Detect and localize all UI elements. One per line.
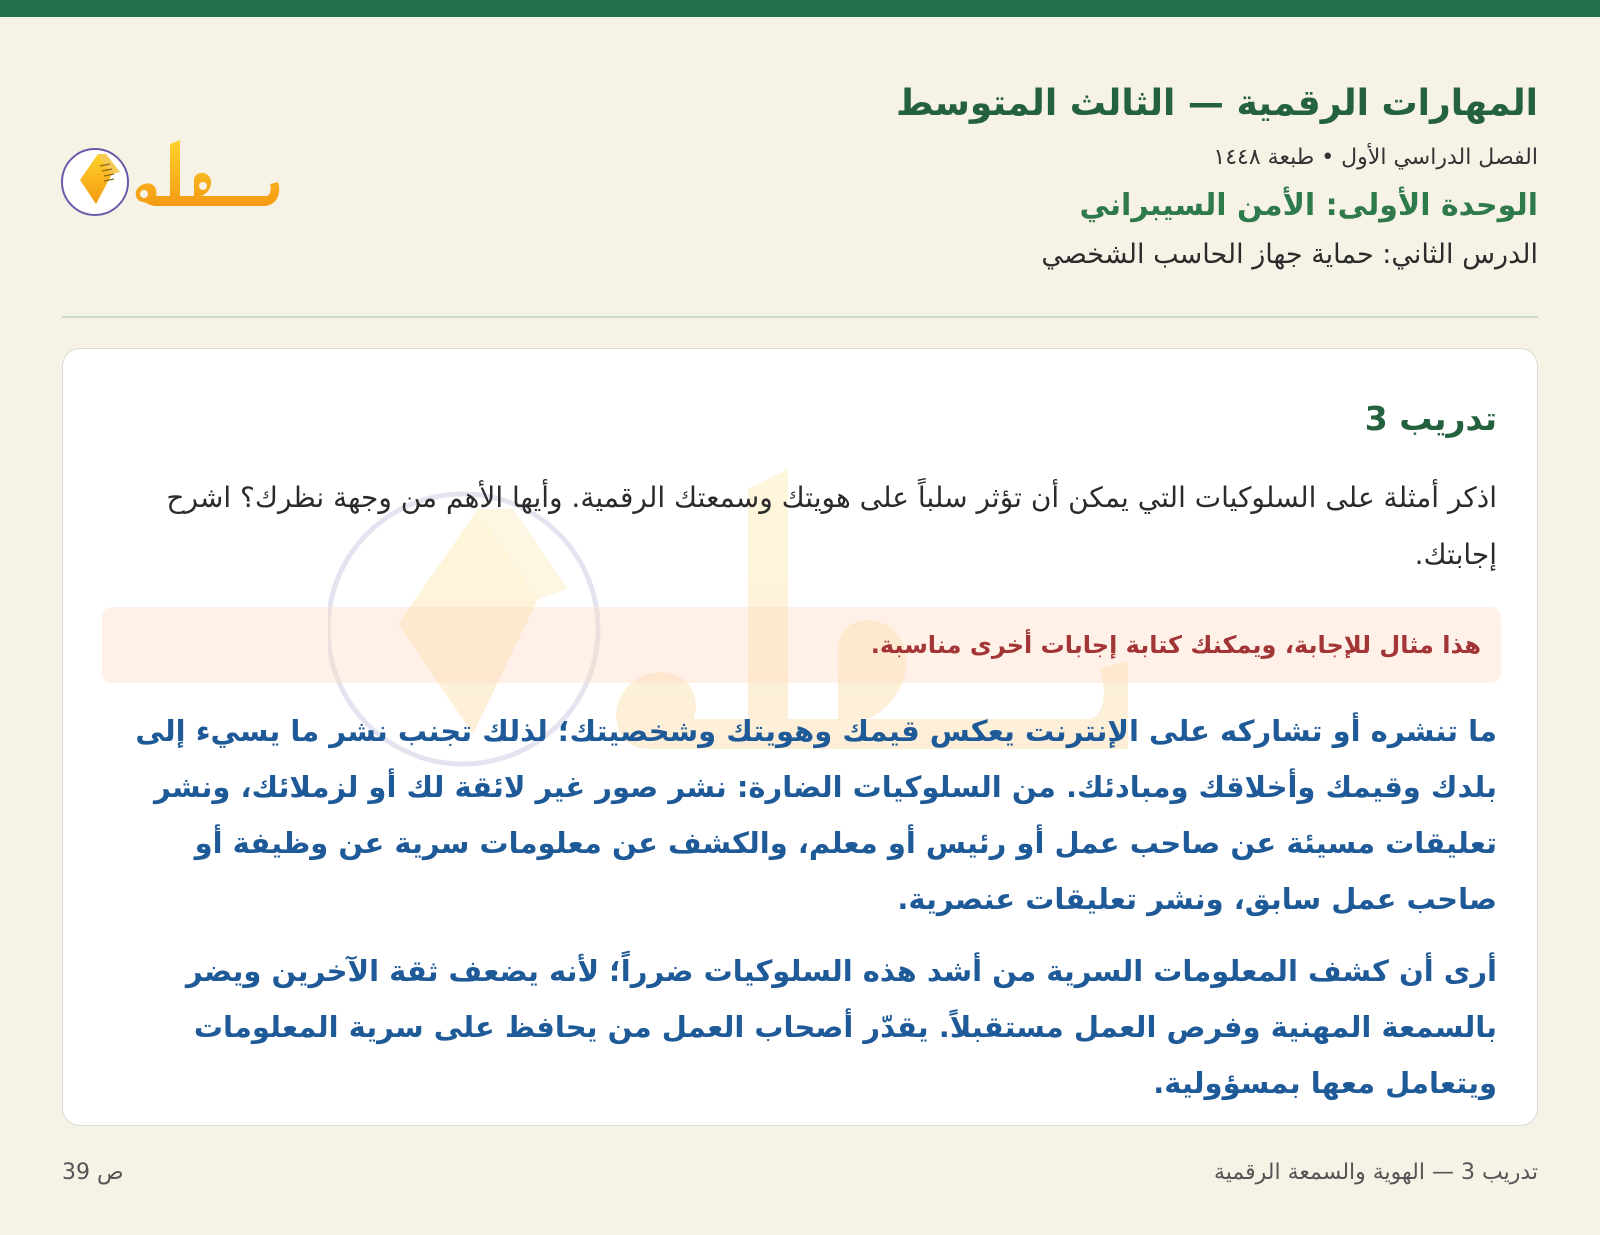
unit-title: الوحدة الأولى: الأمن السيبراني bbox=[1079, 188, 1538, 223]
card-content bbox=[63, 349, 1537, 1125]
top-accent-bar bbox=[0, 0, 1600, 17]
footer-section-label: تدريب 3 — الهوية والسمعة الرقمية bbox=[1213, 1160, 1538, 1185]
semester-edition: الفصل الدراسي الأول • طبعة ١٤٤٨ bbox=[1213, 145, 1538, 170]
exercise-card bbox=[62, 348, 1538, 1126]
logo-graphic bbox=[60, 132, 280, 222]
lesson-title: الدرس الثاني: حماية جهاز الحاسب الشخصي bbox=[1041, 239, 1538, 270]
course-title: المهارات الرقمية — الثالث المتوسط bbox=[895, 83, 1538, 124]
answer-paragraph-1: ما تنشره أو تشاركه على الإنترنت يعكس قيمك وهويتك وشخصيتك؛ لذلك تجنب نشر ما يسيء إلى بلدك وقيمك وأخلاقك ومبادئك. من السلوكيات الضارة: نشر صور غير لائقة لك أو لزملائك، ونشر تعليقات مسيئة عن صاحب عمل أو رئيس أو معلم، والكشف عن معلومات سرية عن وظيفة أو صاحب عمل سابق، ونشر تعليقات عنصرية. bbox=[135, 714, 1497, 916]
exercise-question: اذكر أمثلة على السلوكيات التي يمكن أن تؤثر سلباً على هويتك وسمعتك الرقمية. وأيها الأهم من وجهة نظرك؟ اشرح إجابتك. bbox=[166, 481, 1497, 571]
book-icon bbox=[62, 149, 128, 215]
exercise-title: تدريب 3 bbox=[1364, 399, 1497, 438]
footer-page-number: ص 39 bbox=[62, 1160, 124, 1185]
answer-paragraph-2: أرى أن كشف المعلومات السرية من أشد هذه السلوكيات ضرراً؛ لأنه يضعف ثقة الآخرين ويضر بالسمعة المهنية وفرص العمل مستقبلاً. يقدّر أصحاب العمل من يحافظ على سرية المعلومات ويتعامل معها بمسؤولية. bbox=[185, 954, 1497, 1100]
logo-wordmark bbox=[136, 140, 280, 206]
sample-answer-note bbox=[102, 607, 1501, 683]
note-text: هذا مثال للإجابة، ويمكنك كتابة إجابات أخرى مناسبة. bbox=[870, 631, 1481, 659]
header-divider bbox=[62, 316, 1538, 318]
page-header bbox=[638, 78, 1538, 276]
hulul-logo bbox=[60, 132, 280, 222]
